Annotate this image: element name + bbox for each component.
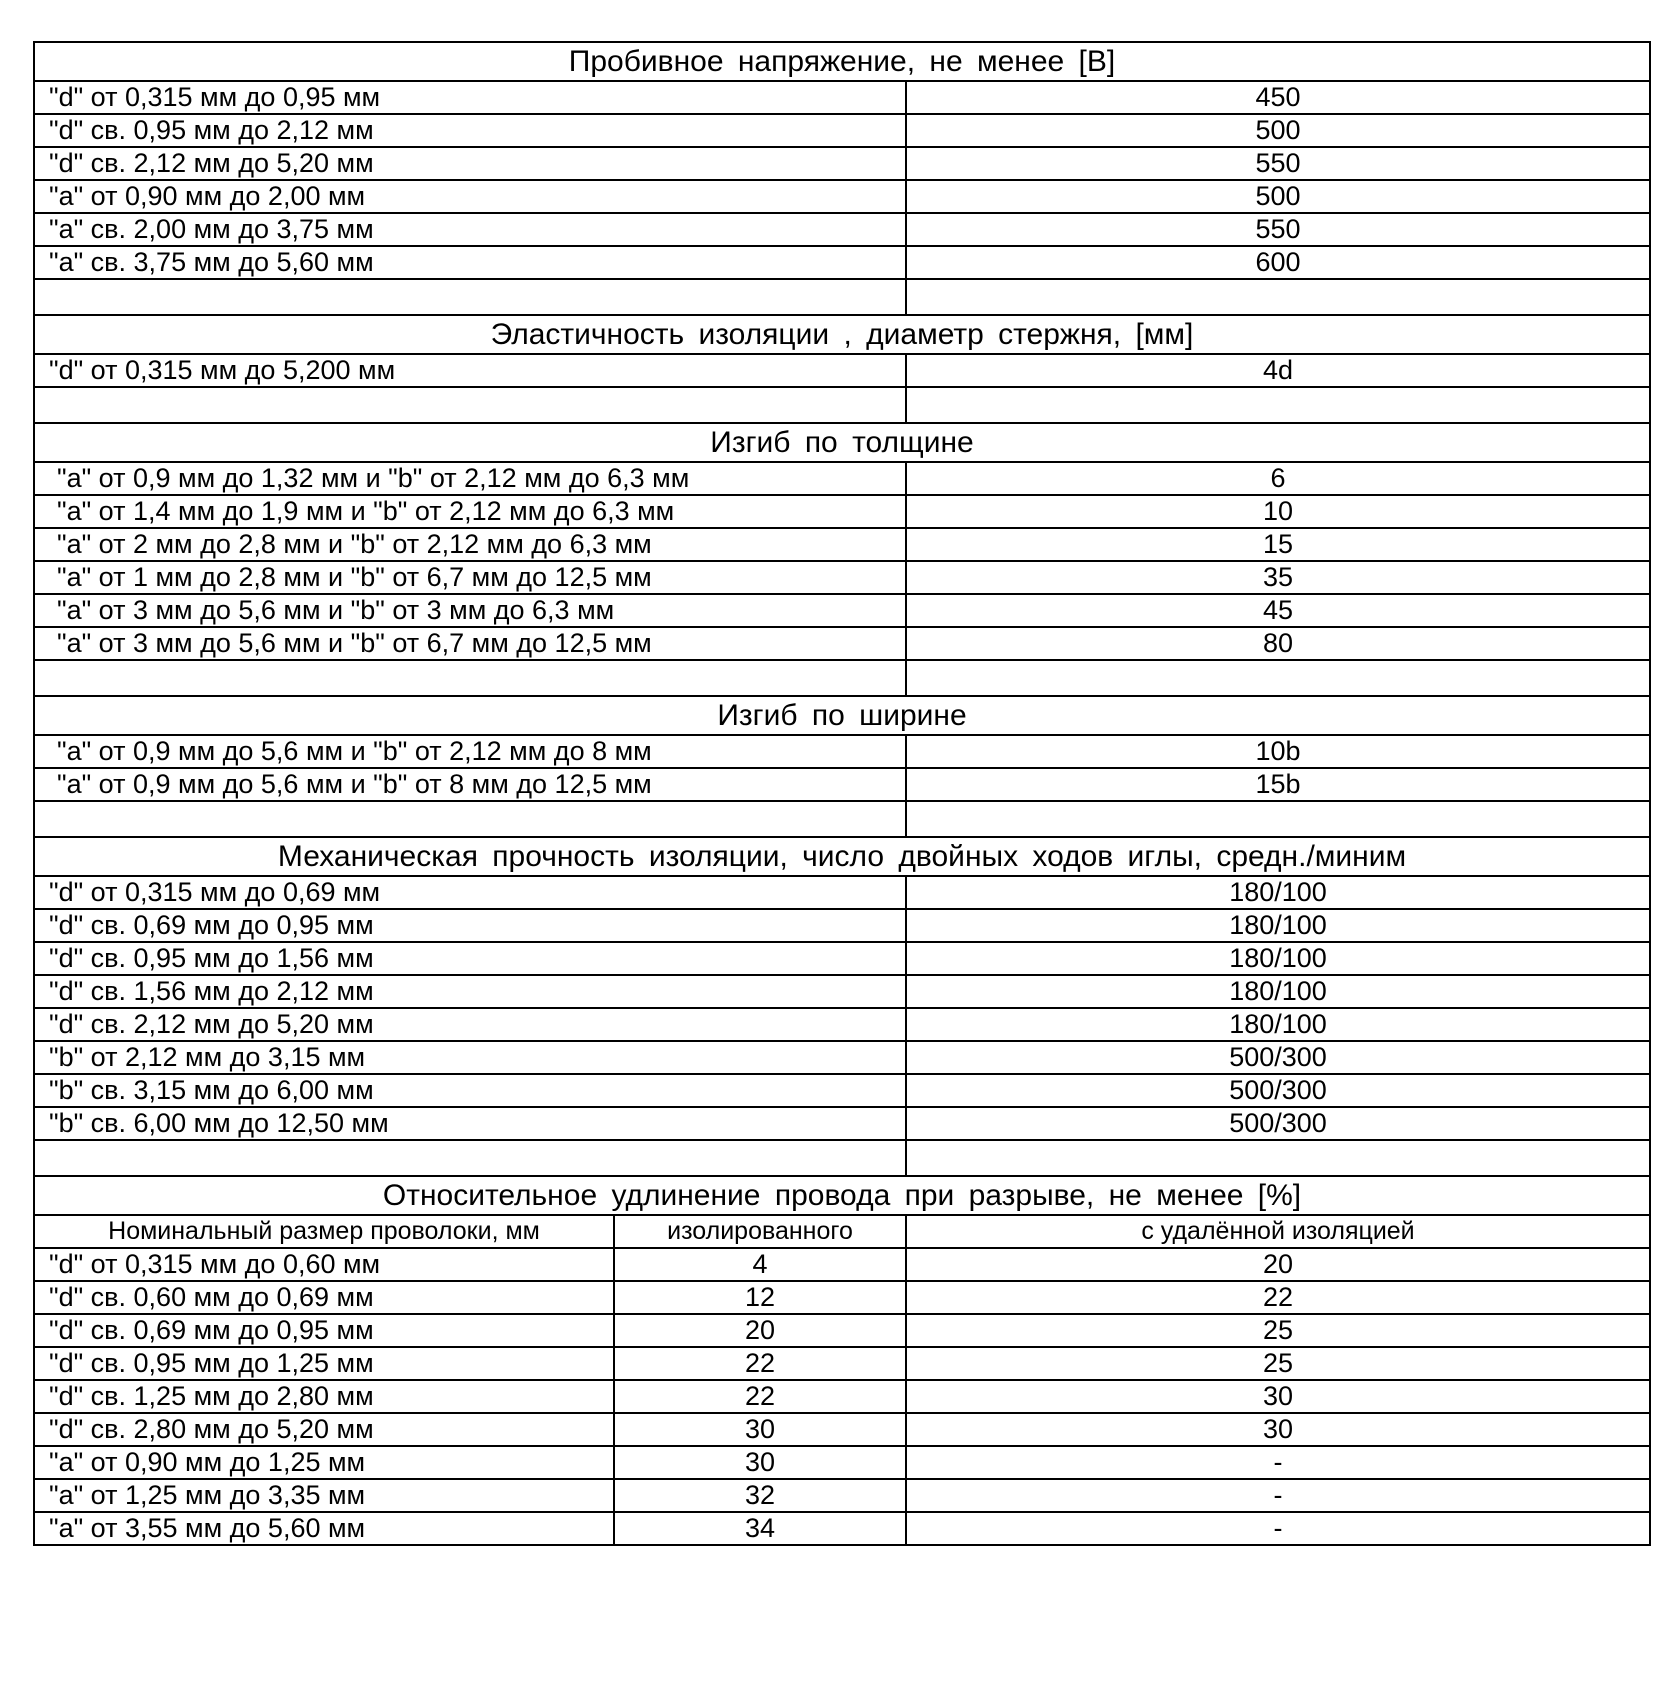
table-row [34,1314,1650,1347]
row-label: "d" св. 2,12 мм до 5,20 мм [34,147,906,180]
row-label: "d" св. 0,95 мм до 1,25 мм [34,1347,614,1380]
section-title: Изгиб по толщине [34,423,1650,462]
table-row [34,1248,1650,1281]
row-label: "a" от 0,90 мм до 1,25 мм [34,1446,614,1479]
properties-table-body [34,42,1650,1545]
table-row [34,1347,1650,1380]
row-value: 500/300 [906,1107,1650,1140]
table-row [34,909,1650,942]
table-row [34,627,1650,660]
table-row [34,1512,1650,1545]
row-value-stripped: - [906,1446,1650,1479]
row-label: "d" от 0,315 мм до 0,95 мм [34,81,906,114]
spacer-row [34,387,1650,423]
table-row [34,1074,1650,1107]
table-row [34,1107,1650,1140]
table-row [34,1446,1650,1479]
table-row [34,735,1650,768]
row-label: "a" от 0,9 мм до 5,6 мм и "b" от 8 мм до 12,5 мм [34,768,906,801]
row-value: 6 [906,462,1650,495]
row-value: 10b [906,735,1650,768]
row-label: "a" св. 2,00 мм до 3,75 мм [34,213,906,246]
table-row [34,147,1650,180]
row-label: "a" от 3,55 мм до 5,60 мм [34,1512,614,1545]
table-row [34,528,1650,561]
column-header-row [34,1215,1650,1248]
row-label: "d" св. 2,80 мм до 5,20 мм [34,1413,614,1446]
row-label: "d" от 0,315 мм до 0,69 мм [34,876,906,909]
table-row [34,462,1650,495]
row-label: "a" от 1,4 мм до 1,9 мм и "b" от 2,12 мм до 6,3 мм [34,495,906,528]
row-value: 35 [906,561,1650,594]
row-label: "a" от 0,9 мм до 1,32 мм и "b" от 2,12 мм до 6,3 мм [34,462,906,495]
row-value-insulated: 32 [614,1479,906,1512]
table-row [34,1281,1650,1314]
section-title-row [34,423,1650,462]
row-value: 10 [906,495,1650,528]
row-value-stripped: - [906,1512,1650,1545]
section-title-row [34,837,1650,876]
row-label: "a" св. 3,75 мм до 5,60 мм [34,246,906,279]
section-title: Пробивное напряжение, не менее [В] [34,42,1650,81]
row-value: 180/100 [906,975,1650,1008]
table-row [34,246,1650,279]
spacer-cell [34,387,906,423]
table-row [34,213,1650,246]
row-label: "d" св. 0,69 мм до 0,95 мм [34,909,906,942]
row-value: 180/100 [906,1008,1650,1041]
spacer-row [34,1140,1650,1176]
table-row [34,1413,1650,1446]
row-value-insulated: 12 [614,1281,906,1314]
row-value-insulated: 30 [614,1413,906,1446]
row-label: "a" от 1 мм до 2,8 мм и "b" от 6,7 мм до 12,5 мм [34,561,906,594]
row-value: 500 [906,114,1650,147]
row-value-stripped: 20 [906,1248,1650,1281]
row-value: 550 [906,213,1650,246]
row-value-insulated: 20 [614,1314,906,1347]
table-row [34,1380,1650,1413]
spacer-row [34,660,1650,696]
section-title: Эластичность изоляции , диаметр стержня, [мм] [34,315,1650,354]
row-label: "a" от 2 мм до 2,8 мм и "b" от 2,12 мм до 6,3 мм [34,528,906,561]
table-row [34,354,1650,387]
section-title: Относительное удлинение провода при разрыве, не менее [%] [34,1176,1650,1215]
row-value: 15 [906,528,1650,561]
row-label: "a" от 3 мм до 5,6 мм и "b" от 6,7 мм до 12,5 мм [34,627,906,660]
table-row [34,1041,1650,1074]
row-value: 45 [906,594,1650,627]
row-label: "d" св. 0,95 мм до 2,12 мм [34,114,906,147]
table-row [34,1479,1650,1512]
table-row [34,561,1650,594]
row-value: 180/100 [906,909,1650,942]
spacer-row [34,279,1650,315]
row-label: "a" от 0,90 мм до 2,00 мм [34,180,906,213]
spacer-row [34,801,1650,837]
spacer-cell [906,387,1650,423]
row-label: "a" от 1,25 мм до 3,35 мм [34,1479,614,1512]
table-row [34,768,1650,801]
column-header: Номинальный размер проволоки, мм [34,1215,614,1248]
row-value: 80 [906,627,1650,660]
row-label: "d" от 0,315 мм до 0,60 мм [34,1248,614,1281]
section-title: Механическая прочность изоляции, число двойных ходов иглы, средн./миним [34,837,1650,876]
table-row [34,114,1650,147]
table-row [34,180,1650,213]
spacer-cell [906,279,1650,315]
row-label: "d" св. 0,60 мм до 0,69 мм [34,1281,614,1314]
row-value: 450 [906,81,1650,114]
section-title: Изгиб по ширине [34,696,1650,735]
spacer-cell [34,801,906,837]
section-title-row [34,1176,1650,1215]
row-label: "d" св. 0,95 мм до 1,56 мм [34,942,906,975]
row-label: "d" св. 1,25 мм до 2,80 мм [34,1380,614,1413]
column-header: с удалённой изоляцией [906,1215,1650,1248]
row-value-stripped: 30 [906,1413,1650,1446]
row-label: "b" от 2,12 мм до 3,15 мм [34,1041,906,1074]
row-value: 4d [906,354,1650,387]
row-value: 600 [906,246,1650,279]
row-value-insulated: 22 [614,1380,906,1413]
spacer-cell [34,279,906,315]
row-value-insulated: 30 [614,1446,906,1479]
row-label: "b" св. 6,00 мм до 12,50 мм [34,1107,906,1140]
table-row [34,1008,1650,1041]
row-value: 180/100 [906,942,1650,975]
row-value: 500/300 [906,1041,1650,1074]
spacer-cell [906,660,1650,696]
row-label: "a" от 3 мм до 5,6 мм и "b" от 3 мм до 6,3 мм [34,594,906,627]
table-row [34,495,1650,528]
row-value: 500 [906,180,1650,213]
row-value: 180/100 [906,876,1650,909]
row-value-stripped: 25 [906,1314,1650,1347]
row-label: "a" от 0,9 мм до 5,6 мм и "b" от 2,12 мм до 8 мм [34,735,906,768]
column-header: изолированного [614,1215,906,1248]
row-value: 500/300 [906,1074,1650,1107]
section-title-row [34,42,1650,81]
table-row [34,942,1650,975]
row-value-insulated: 4 [614,1248,906,1281]
row-value-stripped: 25 [906,1347,1650,1380]
table-row [34,975,1650,1008]
spacer-cell [906,1140,1650,1176]
table-row [34,876,1650,909]
section-title-row [34,696,1650,735]
spacer-cell [34,1140,906,1176]
row-label: "d" св. 1,56 мм до 2,12 мм [34,975,906,1008]
spacer-cell [34,660,906,696]
table-row [34,81,1650,114]
row-label: "d" от 0,315 мм до 5,200 мм [34,354,906,387]
table-row [34,594,1650,627]
row-value-stripped: 22 [906,1281,1650,1314]
row-value-stripped: 30 [906,1380,1650,1413]
row-value: 550 [906,147,1650,180]
section-title-row [34,315,1650,354]
properties-table [33,41,1651,1546]
row-value-insulated: 34 [614,1512,906,1545]
row-value: 15b [906,768,1650,801]
row-label: "d" св. 0,69 мм до 0,95 мм [34,1314,614,1347]
row-value-stripped: - [906,1479,1650,1512]
spacer-cell [906,801,1650,837]
properties-document [33,41,1649,1546]
row-label: "b" св. 3,15 мм до 6,00 мм [34,1074,906,1107]
row-label: "d" св. 2,12 мм до 5,20 мм [34,1008,906,1041]
row-value-insulated: 22 [614,1347,906,1380]
